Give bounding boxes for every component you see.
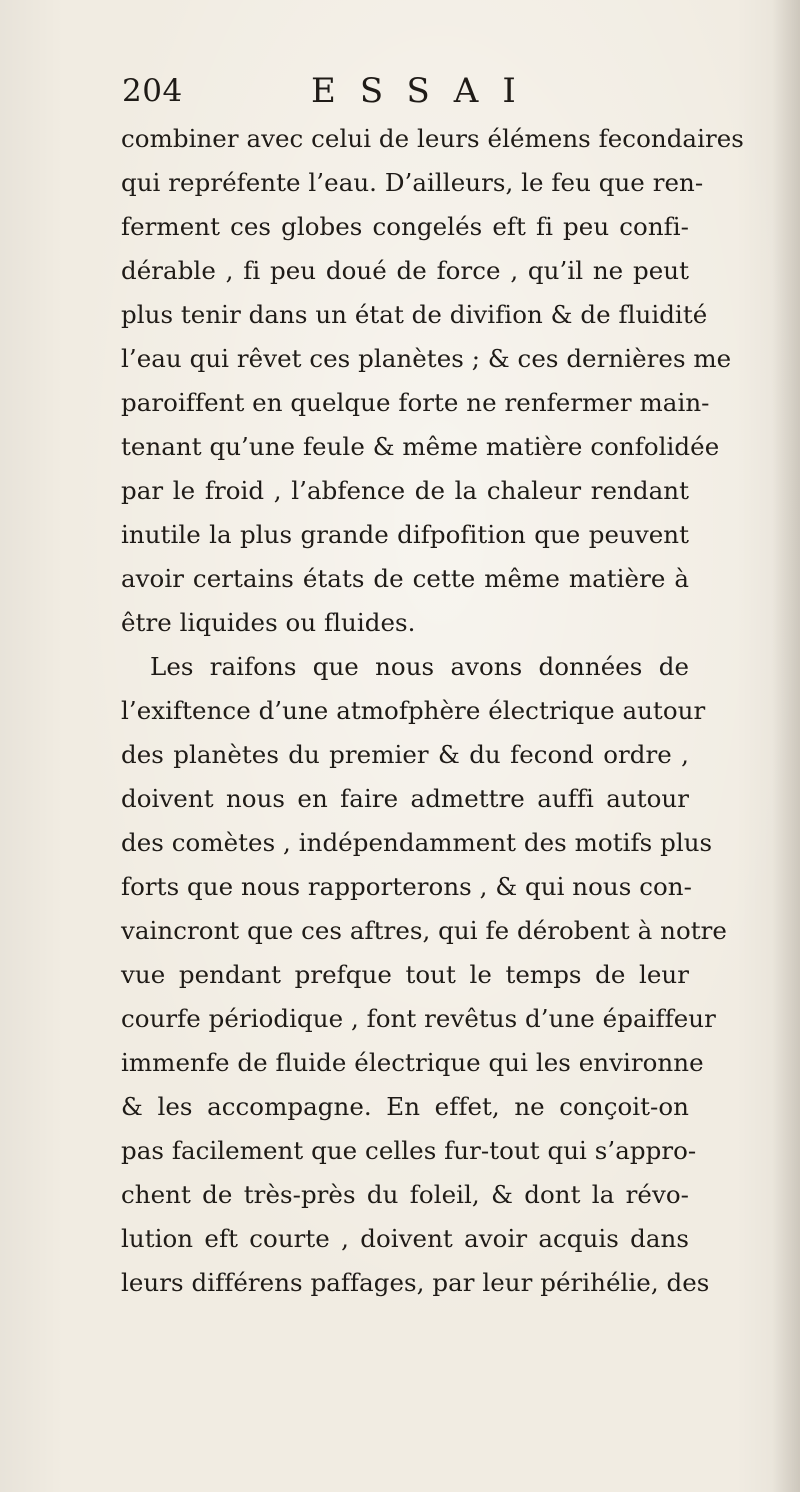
text-line: forts que nous rapporterons , & qui nous con- [121, 872, 692, 901]
text-line: doivent nous en faire admettre auffi autour [121, 784, 689, 813]
text-line: pas facilement que celles fur-tout qui s’appro- [121, 1136, 697, 1165]
text-line: tenant qu’une feule & même matière confolidée [121, 432, 720, 461]
text-line: plus tenir dans un état de divifion & de fluidité [121, 300, 708, 329]
text-line: par le froid , l’abfence de la chaleur rendant [121, 476, 689, 505]
text-line: vaincront que ces aftres, qui fe dérobent à notre [121, 916, 727, 945]
text-line: des planètes du premier & du fecond ordre , [121, 740, 689, 769]
body-text [121, 117, 744, 1305]
text-line: leurs différens paffages, par leur périhélie, des [121, 1268, 710, 1297]
text-line: des comètes , indépendamment des motifs plus [121, 828, 713, 857]
text-line: vue pendant prefque tout le temps de leur [121, 960, 689, 989]
text-line: inutile la plus grande difpofition que peuvent [121, 520, 689, 549]
text-line: l’exiftence d’une atmofphère électrique autour [121, 696, 706, 725]
text-line: qui repréfente l’eau. D’ailleurs, le feu que ren- [121, 168, 704, 197]
text-line: & les accompagne. En effet, ne conçoit-on [121, 1092, 689, 1121]
running-head: ESSAI [311, 71, 540, 111]
text-line: ferment ces globes congelés eft fi peu confi- [121, 212, 689, 241]
text-line: lution eft courte , doivent avoir acquis dans [121, 1224, 689, 1253]
text-line: chent de très-près du foleil, & dont la révo- [121, 1180, 689, 1209]
page-edge-shadow [772, 0, 800, 1492]
text-line: courfe périodique , font revêtus d’une épaiffeur [121, 1004, 716, 1033]
paragraph-start-line: Les raifons que nous avons données de [150, 652, 689, 681]
page-header [122, 67, 662, 115]
text-line: immenfe de fluide électrique qui les environne [121, 1048, 704, 1077]
paragraph-end-line: être liquides ou fluides. [121, 608, 416, 637]
text-line: avoir certains états de cette même matière à [121, 564, 689, 593]
text-line: dérable , fi peu doué de force , qu’il ne peut [121, 256, 689, 285]
text-line: paroiffent en quelque forte ne renfermer main- [121, 388, 710, 417]
text-line: l’eau qui rêvet ces planètes ; & ces dernières me [121, 344, 732, 373]
page-number: 204 [122, 73, 183, 109]
text-line: combiner avec celui de leurs élémens fecondaires [121, 124, 744, 153]
